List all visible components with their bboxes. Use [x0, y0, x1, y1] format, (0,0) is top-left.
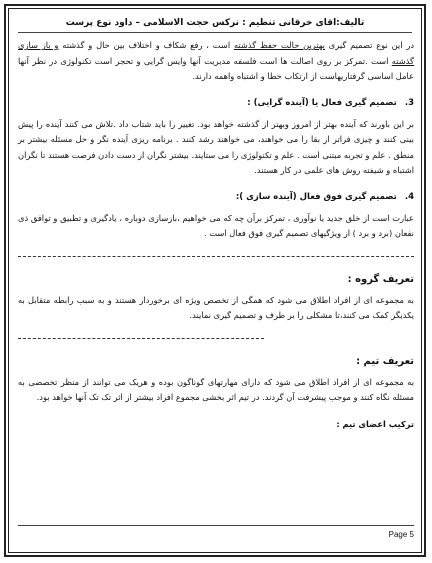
paragraph-hyperactive-decision: عبارت است از خلق جدید یا نوآوری ، تمرکز برآن چه که می خواهیم ،بازسازی دوباره ، یادگیری و تطبیق و توافق ذی نفعان (برد و برد ) از ویژگیهای تصمیم گیری فوق فعال است . — [18, 212, 414, 238]
heading-hyperactive-decision: 4.تصمیم گیری فوق فعال (آینده سازی ): — [235, 191, 414, 202]
heading-active-decision: 3.تصمیم گیری فعال یا (آینده گرایی) : — [247, 97, 414, 108]
document-body — [18, 38, 414, 430]
page-header: تالیف:اقای خرقانی تنظیم : نرکس حجت الاسلامی – داود نوع پرست — [18, 14, 412, 33]
footer-divider — [18, 525, 414, 526]
group-definition-text: به مجموعه ای از افراد اطلاق می شود که همگی از تخصص ویژه ای برخوردار هستند و به سبب رابطه متقابل به یکدیگر کمک می کنند،تا مشکلی را بر طرف و تصمیم گیری نمایند. — [18, 294, 414, 320]
team-members-label: ترکیب اعضای تیم : — [336, 418, 414, 429]
page-number: Page 5 — [388, 530, 414, 539]
paragraph-active-decision: بر این باورند که آینده بهتر از امروز وبهتر از گذشته خواهد بود. تغییر را باید شتاب داد .تلاش می کنند آینده را پیش بینی کنند و چیزی فراتر از بقا را می خواهند، می خواهند رشد کنند . برنامه ریزی آینده نگر و حل مسئله بیشتر بر منطق . علم و تجربه مبتنی است . علم و تکنولوژی را می ستایند. بیشتر نگران از دست دادن فرصت هستند تا نگران اشتباه و شیفته روش های علمی در کار هستند. — [18, 118, 414, 175]
dashed-divider — [18, 338, 264, 339]
team-definition-title: تعریف تیم : — [356, 355, 414, 367]
paragraph-past-oriented: در این نوع تصمیم گیری بهترین حالت حفظ گذشته است ، رفع شکاف و اختلاف بین حال و گذشته و باز سازی گذشته است .تمرکز بر روی اصالت ها است فلسفه مدیریت آنها وایس گرایی و تحجر است تکنولوژی در نظر آنها عامل اساسی گرفتاریهاست از ارتکاب خطا و اشتباه واهمه دارند. — [18, 40, 415, 81]
team-definition-text: به مجموعه ای از افراد اطلاق می شود که دارای مهارتهای گوناگون بوده و هریک می توانند از منظر تخصصی به مسئله نگاه کنند و موجب پیشرفت آن گردند. در تیم اثر بخشی مجموع افراد بیشتر از اثر تک تک آنها خواهد بود. — [18, 376, 414, 402]
dashed-divider — [18, 256, 414, 257]
group-definition-title: تعریف گروه : — [347, 273, 414, 285]
